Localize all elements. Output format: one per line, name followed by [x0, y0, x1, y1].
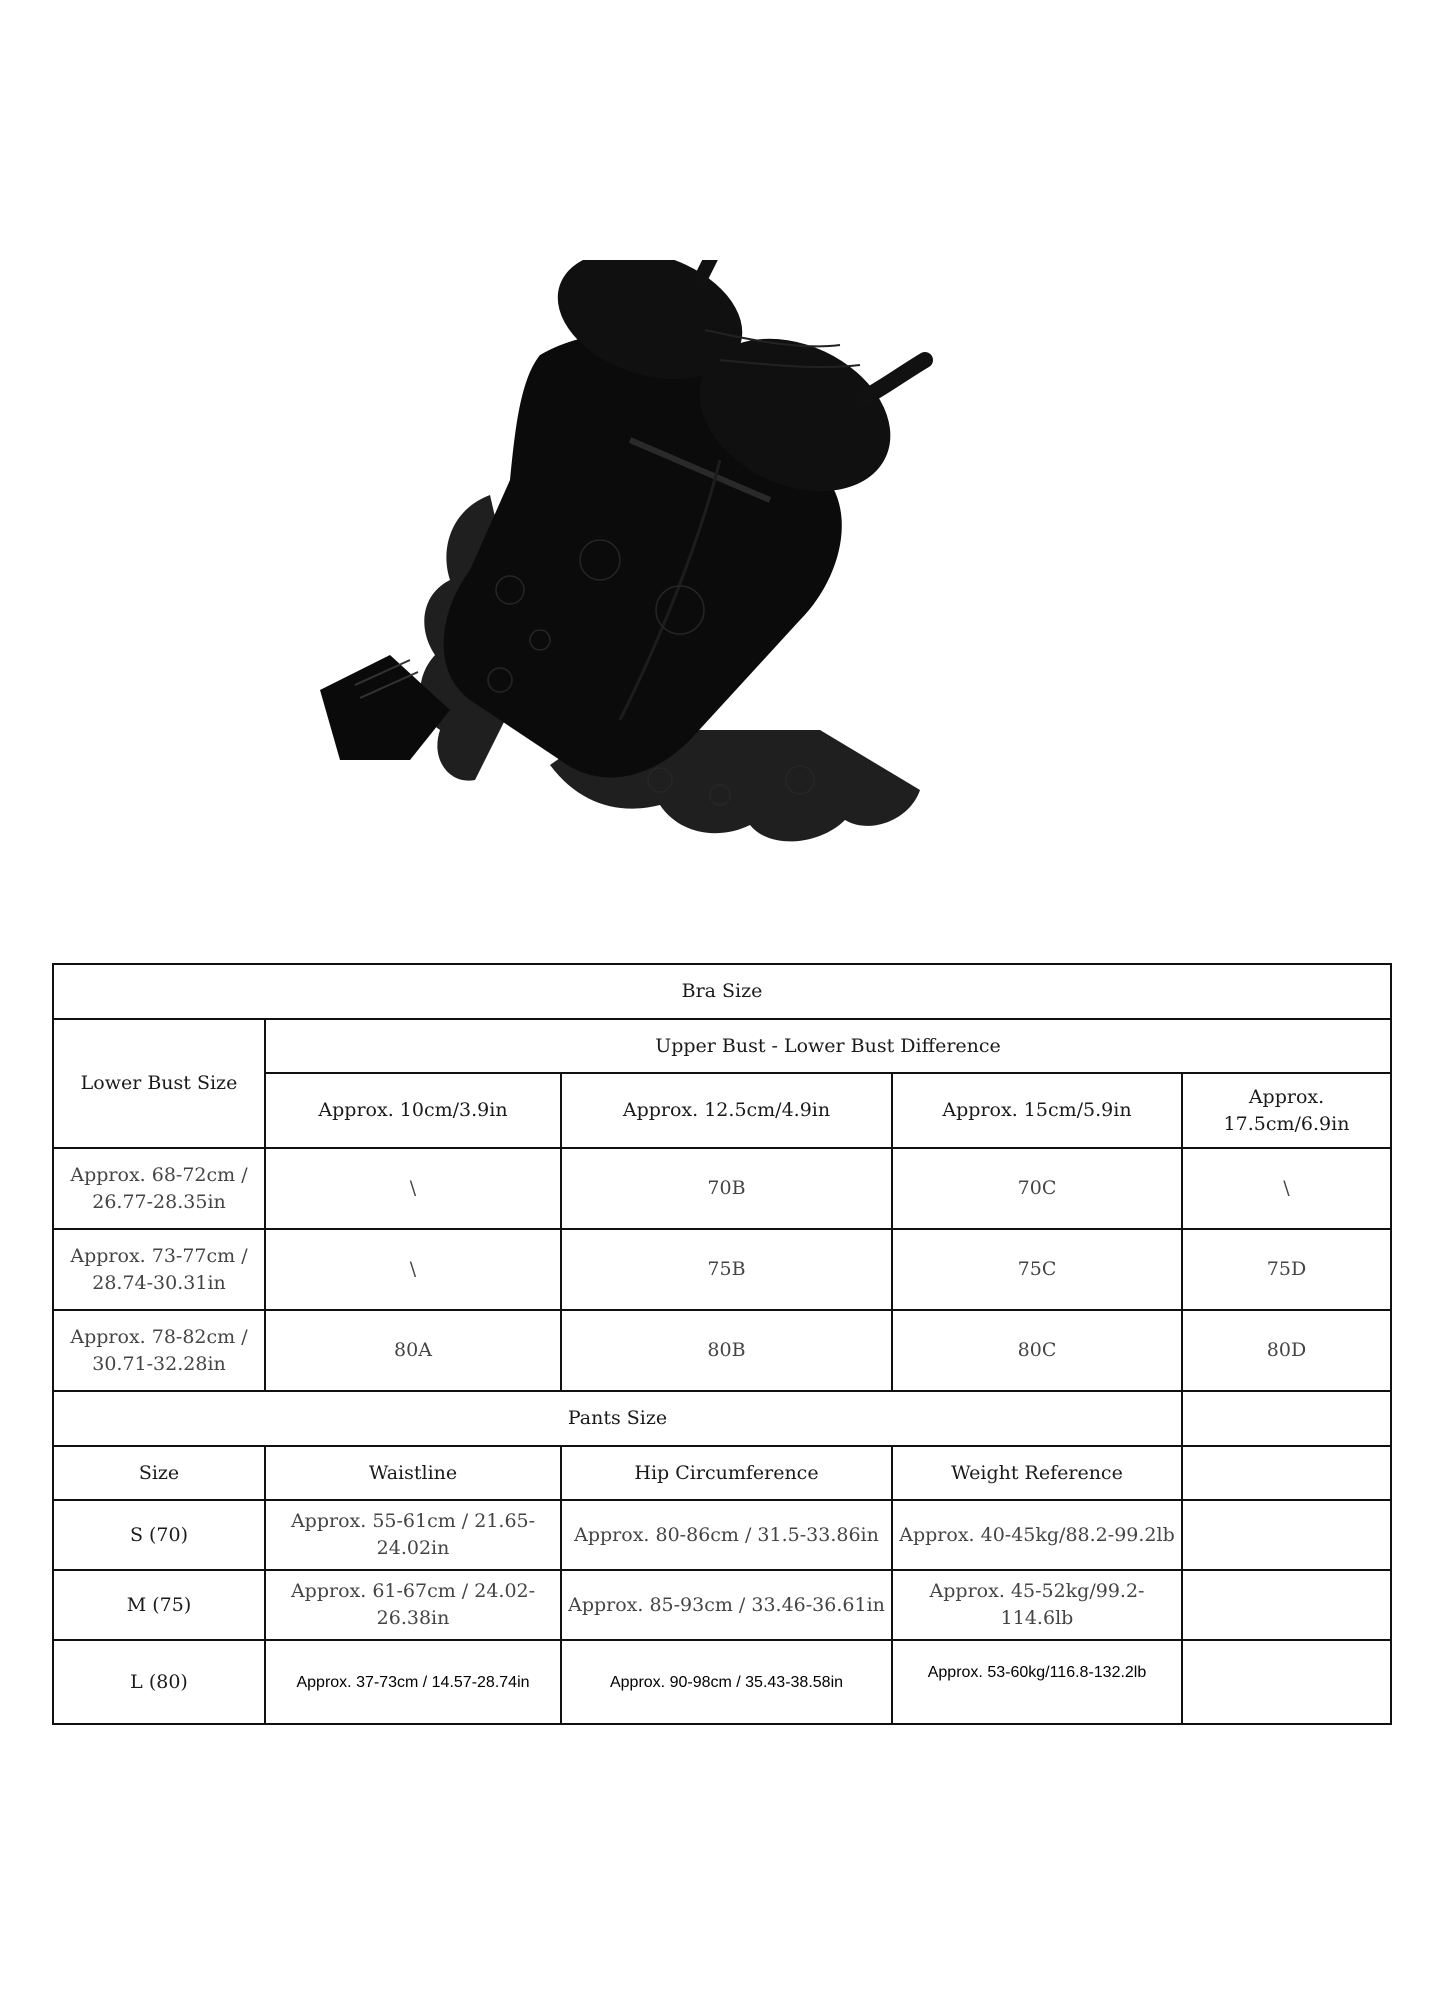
table-row: [53, 1500, 1391, 1570]
hip-cell: Approx. 85-93cm / 33.46-36.61in: [561, 1570, 892, 1640]
empty-cell: [1182, 1500, 1391, 1570]
size-cell: L (80): [53, 1640, 265, 1724]
lower-bust-cell: Approx. 78-82cm / 30.71-32.28in: [53, 1310, 265, 1391]
bra-size-cell: 80A: [265, 1310, 561, 1391]
empty-cell: [1182, 1446, 1391, 1500]
difference-header: Upper Bust - Lower Bust Difference: [265, 1019, 1391, 1073]
bra-size-cell: 75D: [1182, 1229, 1391, 1310]
table-row: [53, 1148, 1391, 1229]
pants-header: Waistline: [265, 1446, 561, 1500]
size-chart-table: [52, 963, 1392, 1725]
empty-cell: [1182, 1640, 1391, 1724]
size-cell: S (70): [53, 1500, 265, 1570]
pants-header: Weight Reference: [892, 1446, 1182, 1500]
bra-size-cell: 75C: [892, 1229, 1182, 1310]
table-row: [53, 1640, 1391, 1724]
empty-cell: [1182, 1391, 1391, 1446]
table-row: [53, 1570, 1391, 1640]
weight-cell: Approx. 45-52kg/99.2-114.6lb: [892, 1570, 1182, 1640]
waist-cell: Approx. 61-67cm / 24.02-26.38in: [265, 1570, 561, 1640]
waist-cell: Approx. 37-73cm / 14.57-28.74in: [265, 1640, 561, 1724]
weight-cell: Approx. 40-45kg/88.2-99.2lb: [892, 1500, 1182, 1570]
column-header: Approx. 12.5cm/4.9in: [561, 1073, 892, 1148]
bra-size-title: Bra Size: [53, 964, 1391, 1019]
column-header: Approx. 15cm/5.9in: [892, 1073, 1182, 1148]
column-header: Approx. 10cm/3.9in: [265, 1073, 561, 1148]
left-strap: [700, 260, 730, 280]
column-header: Approx. 17.5cm/6.9in: [1182, 1073, 1391, 1148]
table-row: [53, 1310, 1391, 1391]
lower-bust-cell: Approx. 68-72cm / 26.77-28.35in: [53, 1148, 265, 1229]
right-strap: [860, 360, 925, 400]
bra-size-cell: 70C: [892, 1148, 1182, 1229]
bra-size-cell: \: [1182, 1148, 1391, 1229]
hip-cell: Approx. 90-98cm / 35.43-38.58in: [561, 1640, 892, 1724]
bra-size-cell: 70B: [561, 1148, 892, 1229]
bra-size-cell: 75B: [561, 1229, 892, 1310]
bra-size-cell: \: [265, 1148, 561, 1229]
size-cell: M (75): [53, 1570, 265, 1640]
bra-size-cell: 80B: [561, 1310, 892, 1391]
bra-size-cell: 80D: [1182, 1310, 1391, 1391]
pants-size-title: Pants Size: [53, 1391, 1182, 1446]
pants-header: Size: [53, 1446, 265, 1500]
lower-bust-header: Lower Bust Size: [53, 1019, 265, 1148]
empty-cell: [1182, 1570, 1391, 1640]
weight-cell: Approx. 53-60kg/116.8-132.2lb: [892, 1640, 1182, 1724]
waist-cell: Approx. 55-61cm / 21.65-24.02in: [265, 1500, 561, 1570]
product-photo: [300, 260, 1200, 940]
lower-bust-cell: Approx. 73-77cm / 28.74-30.31in: [53, 1229, 265, 1310]
hip-cell: Approx. 80-86cm / 31.5-33.86in: [561, 1500, 892, 1570]
table-row: [53, 1229, 1391, 1310]
bra-size-cell: \: [265, 1229, 561, 1310]
bra-size-cell: 80C: [892, 1310, 1182, 1391]
pants-header: Hip Circumference: [561, 1446, 892, 1500]
